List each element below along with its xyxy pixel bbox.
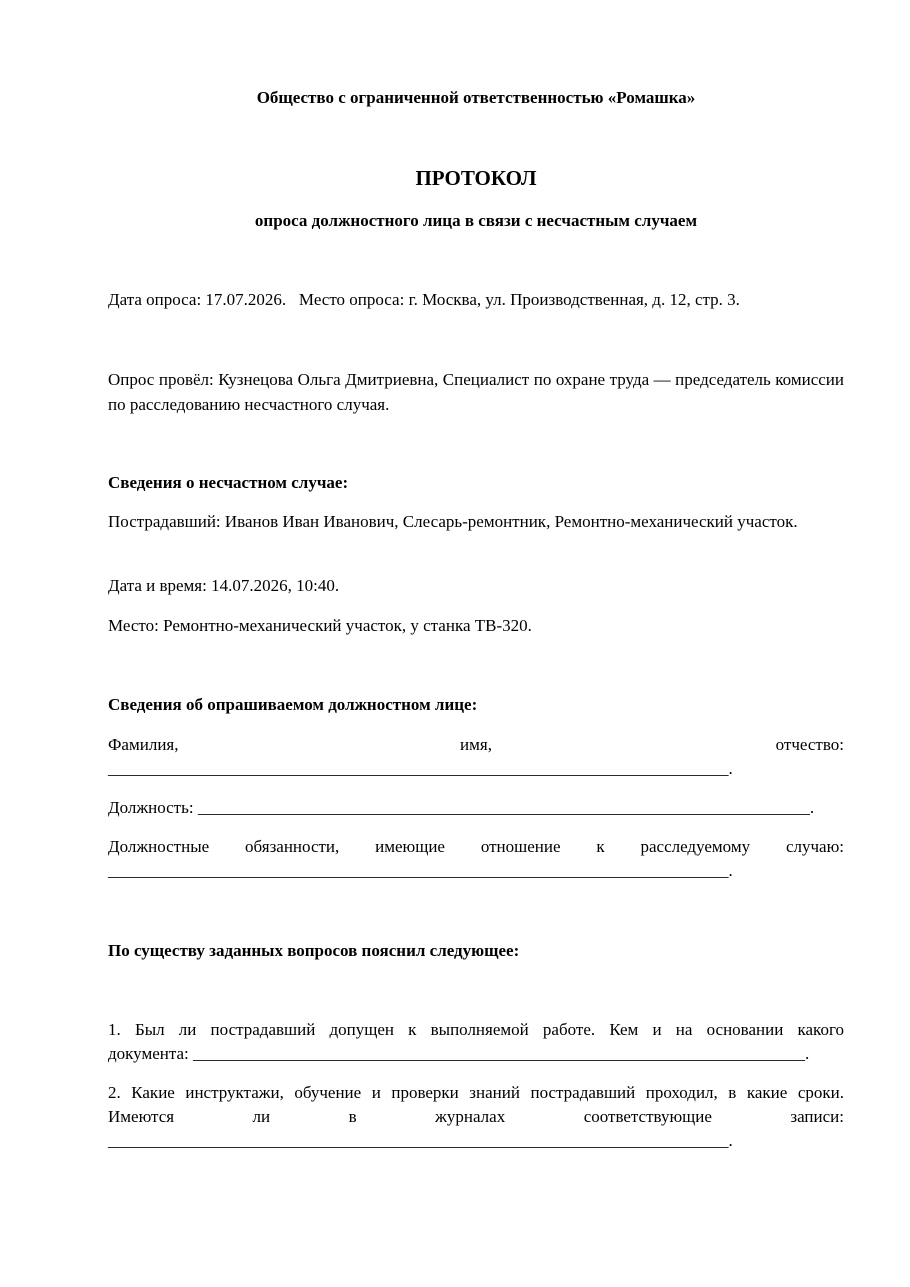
date-place-line: Дата опроса: 17.07.2026. Место опроса: г. Москва, ул. Производственная, д. 12, стр. 3.	[108, 290, 740, 309]
question-2-text-line2: Имеются ли в журналах соответствующие записи:	[108, 1107, 844, 1126]
questions-heading: По существу заданных вопросов пояснил следующее:	[108, 941, 520, 960]
document-subtitle: опроса должностного лица в связи с несчастным случаем	[254, 211, 698, 230]
official-heading: Сведения об опрашиваемом должностном лице:	[108, 695, 478, 714]
question-1-blank[interactable]: документа: ________________________________________________________________________.	[108, 1044, 810, 1063]
incident-datetime: Дата и время: 14.07.2026, 10:40.	[108, 576, 340, 595]
organization-name: Общество с ограниченной ответственностью «Ромашка»	[256, 88, 696, 107]
incident-victim: Пострадавший: Иванов Иван Иванович, Слесарь-ремонтник, Ремонтно-механический участок.	[108, 512, 798, 531]
question-1-text: 1. Был ли пострадавший допущен к выполняемой работе. Кем и на основании какого	[108, 1020, 844, 1039]
incident-place: Место: Ремонтно-механический участок, у станка ТВ-320.	[108, 616, 532, 635]
incident-heading: Сведения о несчастном случае:	[108, 473, 349, 492]
official-name-right: отчество:	[775, 735, 844, 754]
official-name-blank[interactable]: _________________________________________________________________________.	[108, 759, 733, 778]
official-duties-blank[interactable]: _________________________________________________________________________.	[108, 861, 733, 880]
official-position[interactable]: Должность: ________________________________________________________________________.	[108, 798, 815, 817]
official-name-label-text: Фамилия,	[108, 735, 179, 754]
interviewer-paragraph: Опрос провёл: Кузнецова Ольга Дмитриевна, Специалист по охране труда — председатель комиссии по расследованию несчастного случая.	[108, 370, 844, 414]
official-duties-label: Должностные обязанности, имеющие отношение к расследуемому случаю:	[108, 837, 844, 856]
official-name-middle: имя,	[460, 735, 492, 754]
document-title: ПРОТОКОЛ	[415, 166, 537, 190]
question-2-text: 2. Какие инструктажи, обучение и проверки знаний пострадавший проходил, в какие сроки.	[108, 1083, 844, 1102]
question-2-blank[interactable]: _________________________________________________________________________.	[108, 1131, 733, 1150]
